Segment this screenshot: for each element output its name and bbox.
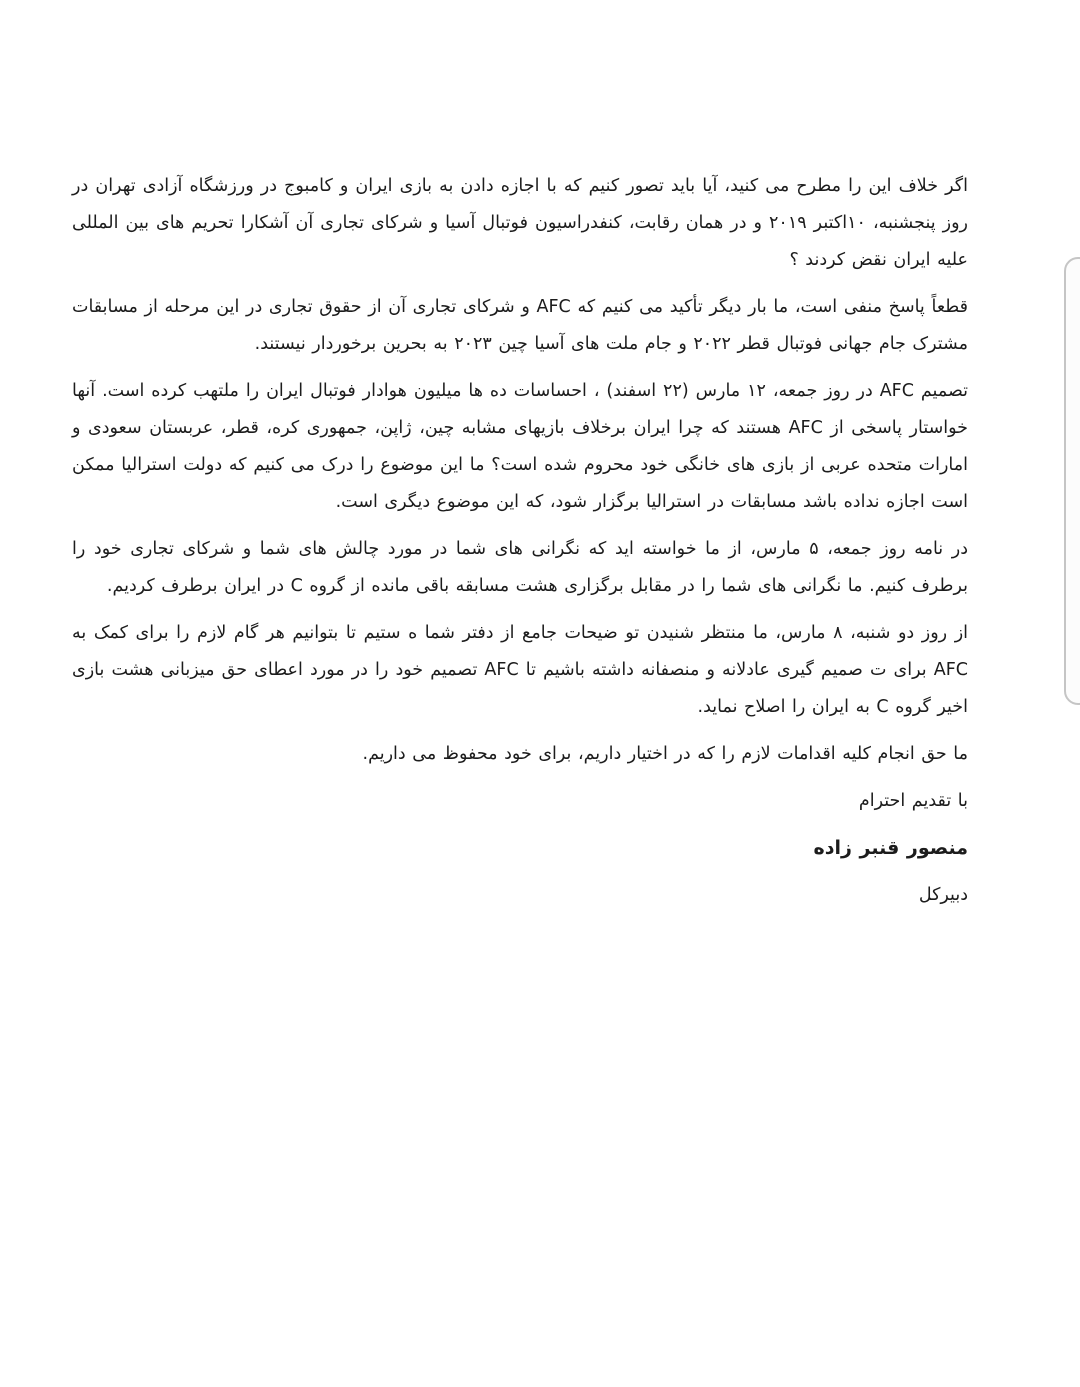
letter-paragraph: ما حق انجام کلیه اقدامات لازم را که در اختیار داریم، برای خود محفوظ می داریم. <box>362 744 968 764</box>
signature-title: دبیرکل <box>918 885 968 905</box>
letter-paragraph: در نامه روز جمعه، ۵ مارس، از ما خواسته اید که نگرانی های شما در مورد چالش های شما و شرکای تجاری خود را برطرف کنیم. ما نگرانی های شما را در مقابل برگزاری هشت مسابقه باقی مانده از گروه C در ایران برطرف کردیم. <box>72 539 969 596</box>
letter-paragraph: از روز دو شنبه، ۸ مارس، ما منتظر شنیدن تو ضیحات جامع از دفتر شما ه ستیم تا بتوانیم هر گام لازم را برای کمک به AFC برای ت صمیم گیری عادلانه و منصفانه داشته باشیم تا AFC تصمیم خود را در مورد اعطای حق میزبانی هشت بازی اخیر گروه C به ایران را اصلاح نماید. <box>72 623 969 717</box>
scrollbar-thumb[interactable] <box>1064 257 1080 705</box>
letter-closing: با تقدیم احترام <box>858 791 968 811</box>
signature-name: منصور قنبر زاده <box>813 837 968 859</box>
letter-paragraph: اگر خلاف این را مطرح می کنید، آیا باید تصور کنیم که با اجازه دادن به بازی ایران و کامبوج در ورزشگاه آزادی تهران در روز پنجشنبه، ۱۰اکتبر ۲۰۱۹ و در همان رقابت، کنفدراسیون فوتبال آسیا و شرکای تجاری آن آشکارا تحریم های بین المللی علیه ایران نقض کردند ؟ <box>72 176 968 270</box>
letter-body <box>72 168 968 914</box>
letter-paragraph: قطعاً پاسخ منفی است، ما بار دیگر تأکید می کنیم که AFC و شرکای تجاری آن از حقوق تجاری در این مرحله از مسابقات مشترک جام جهانی فوتبال قطر ۲۰۲۲ و جام ملت های آسیا چین ۲۰۲۳ به بحرین برخوردار نیستند. <box>72 297 968 354</box>
letter-paragraph: تصمیم AFC در روز جمعه، ۱۲ مارس (۲۲ اسفند) ، احساسات ده ها میلیون هوادار فوتبال ایران را ملتهب کرده است. آنها خواستار پاسخی از AFC هستند که چرا ایران برخلاف بازیهای مشابه چین، ژاپن، جمهوری کره، قطر، عربستان سعودی و امارات متحده عربی از بازی های خانگی خود محروم شده است؟ ما این موضوع را درک می کنیم که دولت استرالیا ممکن است اجازه نداده باشد مسابقات در استرالیا برگزار شود، که این موضوع دیگری است. <box>72 381 969 512</box>
